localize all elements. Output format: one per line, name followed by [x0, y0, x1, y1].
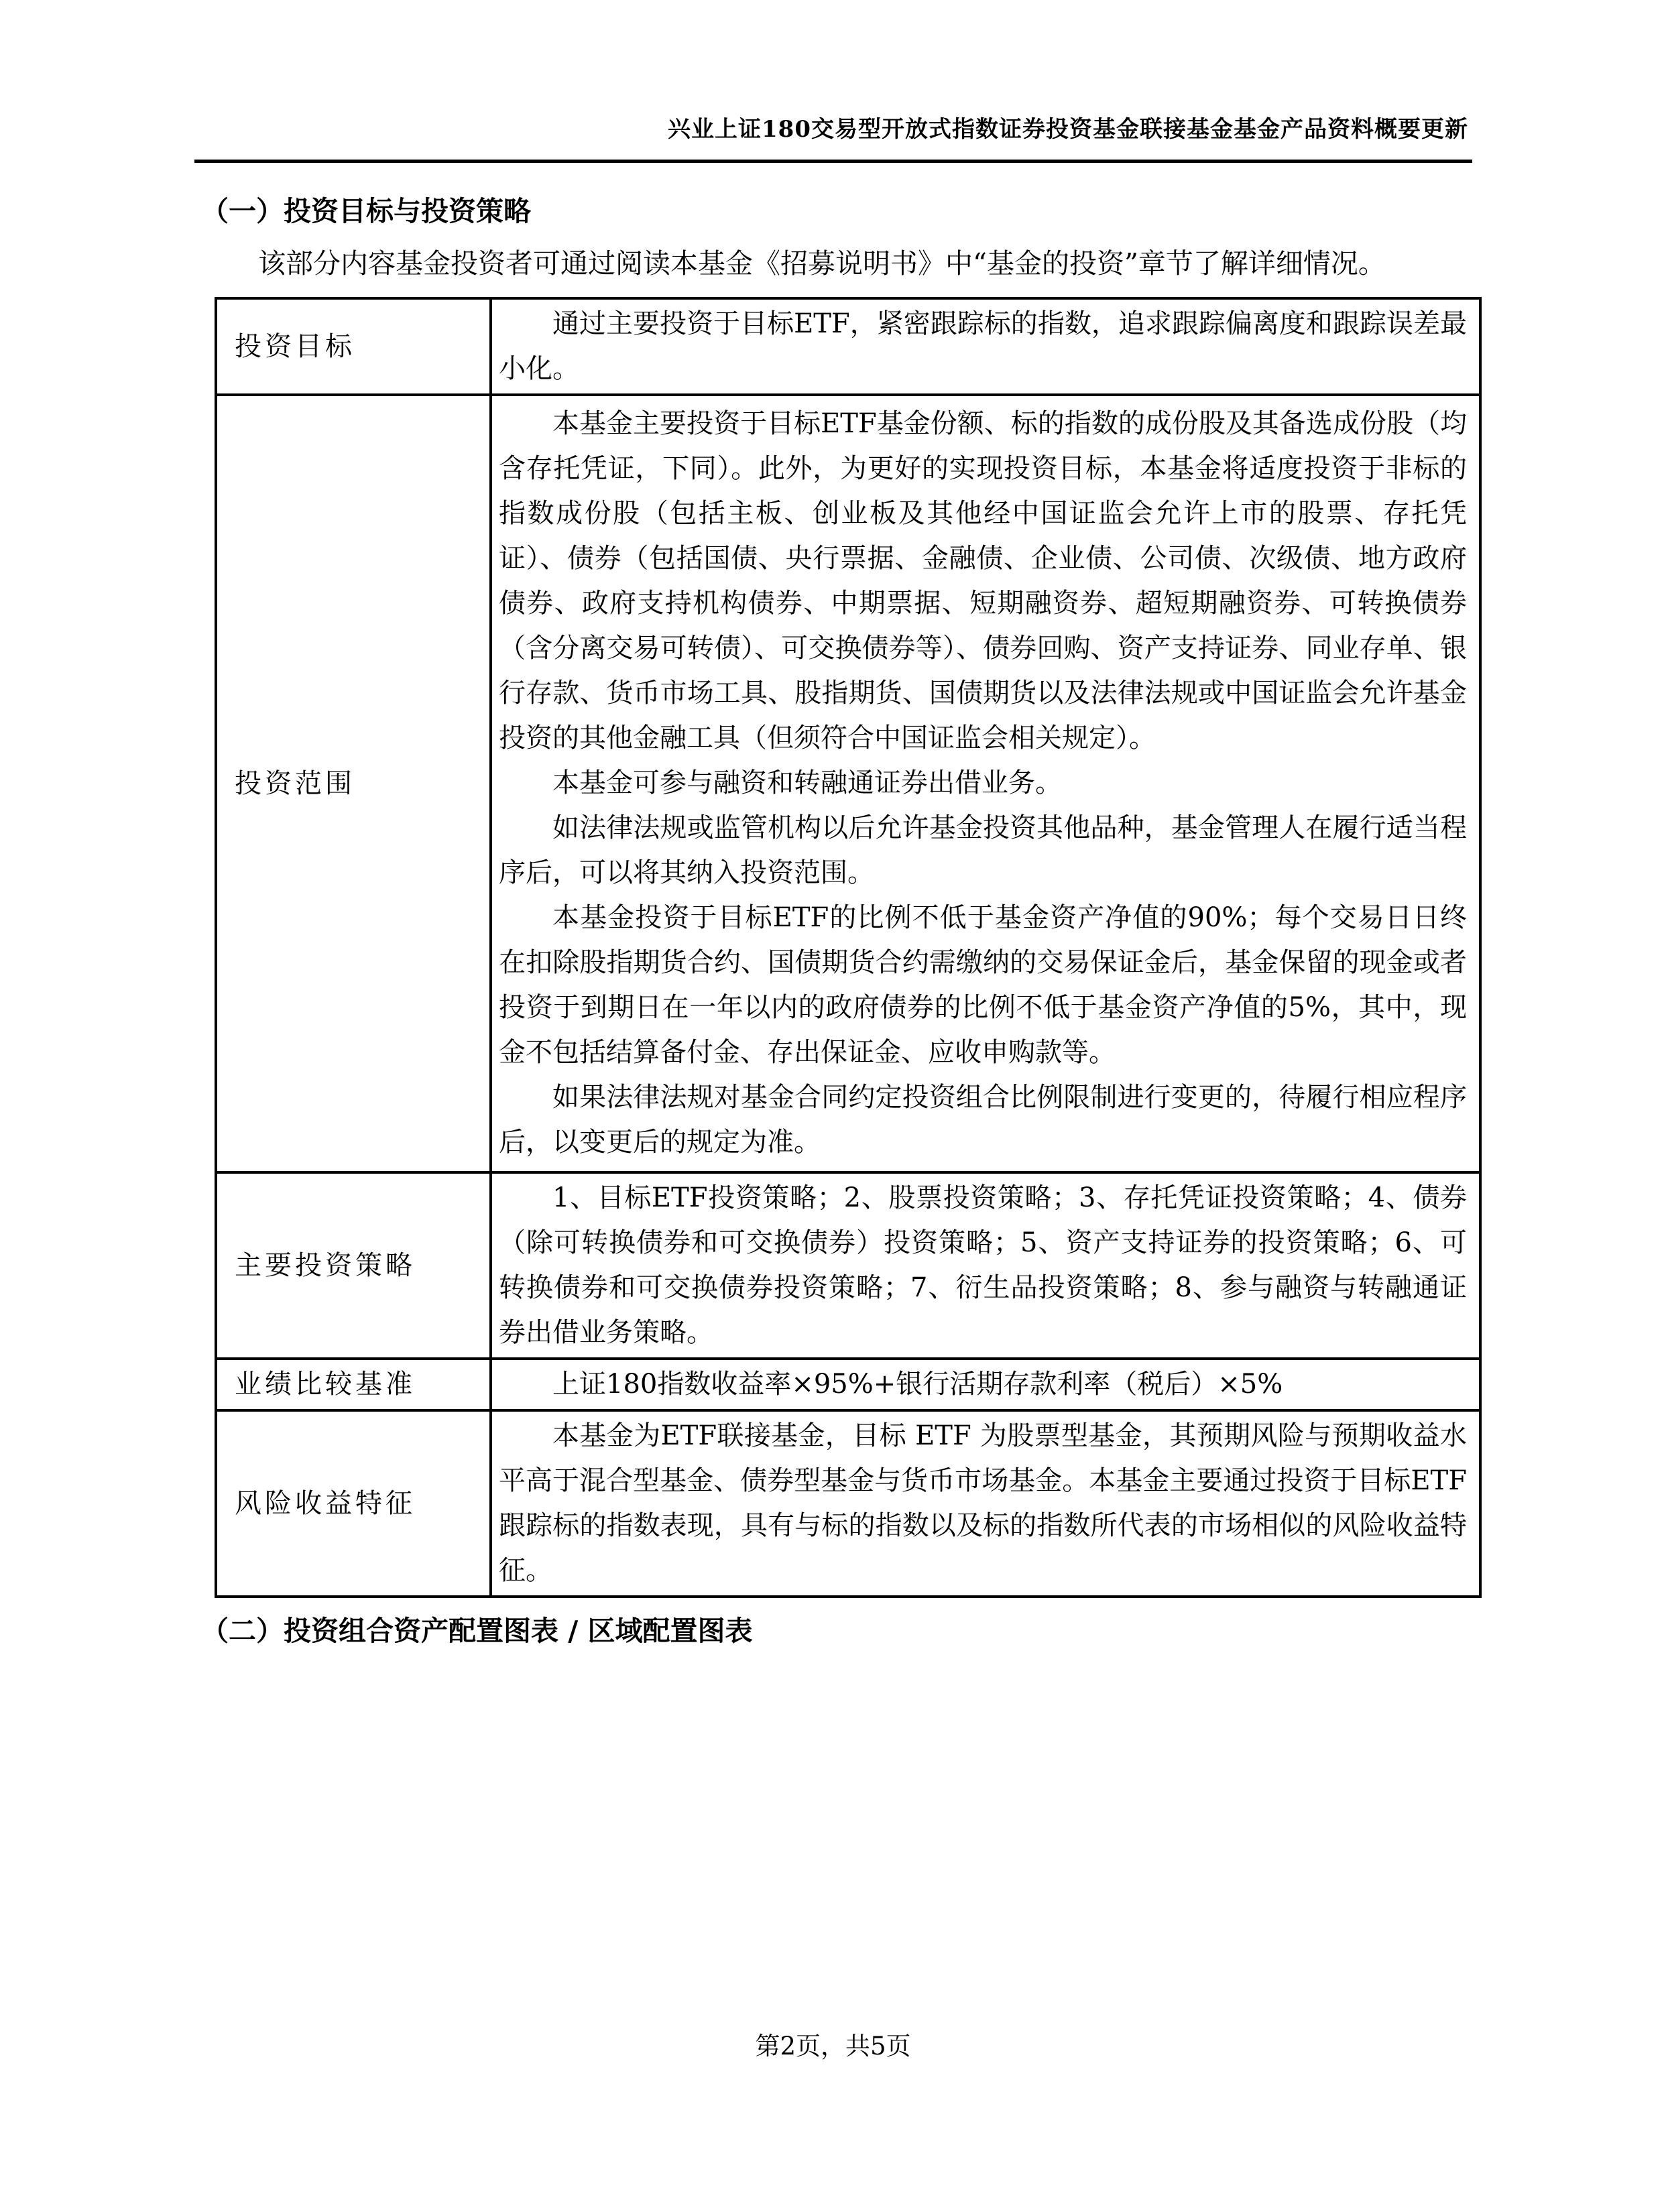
paragraph: 本基金可参与融资和转融通证券出借业务。	[552, 767, 1062, 799]
paragraph: 本基金主要投资于目标ETF基金份额、标的指数的成份股及其备选成份股（均含存托凭证，下同）。此外，为更好的实现投资目标，本基金将适度投资于非标的指数成份股（包括主板、创业板及其他经中国证监会允许上市的股票、存托凭证）、债券（包括国债、央行票据、金融债、企业债、公司债、次级债、地方政府债券、政府支持机构债券、中期票据、短期融资券、超短期融资券、可转换债券（含分离交易可转债）、可交换债券等）、债券回购、资产支持证券、同业存单、银行存款、货币市场工具、股指期货、国债期货以及法律法规或中国证监会允许基金投资的其他金融工具（但须符合中国证监会相关规定）。	[499, 408, 1467, 754]
row-label: 风险收益特征	[216, 1410, 491, 1597]
paragraph: 通过主要投资于目标ETF，紧密跟踪标的指数，追求跟踪偏离度和跟踪误差最小化。	[499, 308, 1467, 384]
section1-intro: 该部分内容基金投资者可通过阅读本基金《招募说明书》中“基金的投资”章节了解详细情况。	[258, 247, 1386, 280]
page-footer	[0, 2026, 1666, 2062]
section1-heading: （一）投资目标与投资策略	[201, 195, 531, 227]
row-content	[491, 395, 1480, 1172]
paragraph: 1、目标ETF投资策略；2、股票投资策略；3、存托凭证投资策略；4、债券（除可转换债券和可交换债券）投资策略；5、资产支持证券的投资策略；6、可转换债券和可交换债券投资策略；7、衍生品投资策略；8、参与融资与转融通证券出借业务策略。	[499, 1182, 1467, 1348]
row-label: 投资目标	[216, 298, 491, 395]
row-content	[491, 1172, 1480, 1359]
table-row-benchmark	[216, 1359, 1480, 1410]
row-content	[491, 298, 1480, 395]
investment-info-table	[215, 297, 1482, 1598]
paragraph: 如法律法规或监管机构以后允许基金投资其他品种，基金管理人在履行适当程序后，可以将其纳入投资范围。	[499, 812, 1467, 889]
document-header	[194, 115, 1468, 144]
page-number: 第2页，共5页	[755, 2032, 911, 2061]
paragraph: 本基金为ETF联接基金，目标 ETF 为股票型基金，其预期风险与预期收益水平高于混合型基金、债券型基金与货币市场基金。本基金主要通过投资于目标ETF跟踪标的指数表现，具有与标的指数以及标的指数所代表的市场相似的风险收益特征。	[499, 1420, 1467, 1586]
document-body	[194, 194, 1482, 1648]
row-label: 主要投资策略	[216, 1172, 491, 1359]
table-row-risk-return	[216, 1410, 1480, 1597]
document-title: 兴业上证180交易型开放式指数证券投资基金联接基金基金产品资料概要更新	[668, 116, 1468, 143]
row-content	[491, 1359, 1480, 1410]
paragraph: 如果法律法规对基金合同约定投资组合比例限制进行变更的，待履行相应程序后，以变更后的规定为准。	[499, 1082, 1467, 1158]
paragraph: 本基金投资于目标ETF的比例不低于基金资产净值的90%；每个交易日日终在扣除股指期货合约、国债期货合约需缴纳的交易保证金后，基金保留的现金或者投资于到期日在一年以内的政府债券的比例不低于基金资产净值的5%，其中，现金不包括结算备付金、存出保证金、应收申购款等。	[499, 902, 1467, 1068]
table-row-investment-scope	[216, 395, 1480, 1172]
table-row-investment-objective	[216, 298, 1480, 395]
header-rule	[194, 160, 1472, 163]
row-label: 投资范围	[216, 395, 491, 1172]
section2-heading: （二）投资组合资产配置图表 / 区域配置图表	[201, 1614, 753, 1647]
paragraph: 上证180指数收益率×95%+银行活期存款利率（税后）×5%	[552, 1368, 1283, 1400]
row-label: 业绩比较基准	[216, 1359, 491, 1410]
row-content	[491, 1410, 1480, 1597]
table-row-main-strategies	[216, 1172, 1480, 1359]
